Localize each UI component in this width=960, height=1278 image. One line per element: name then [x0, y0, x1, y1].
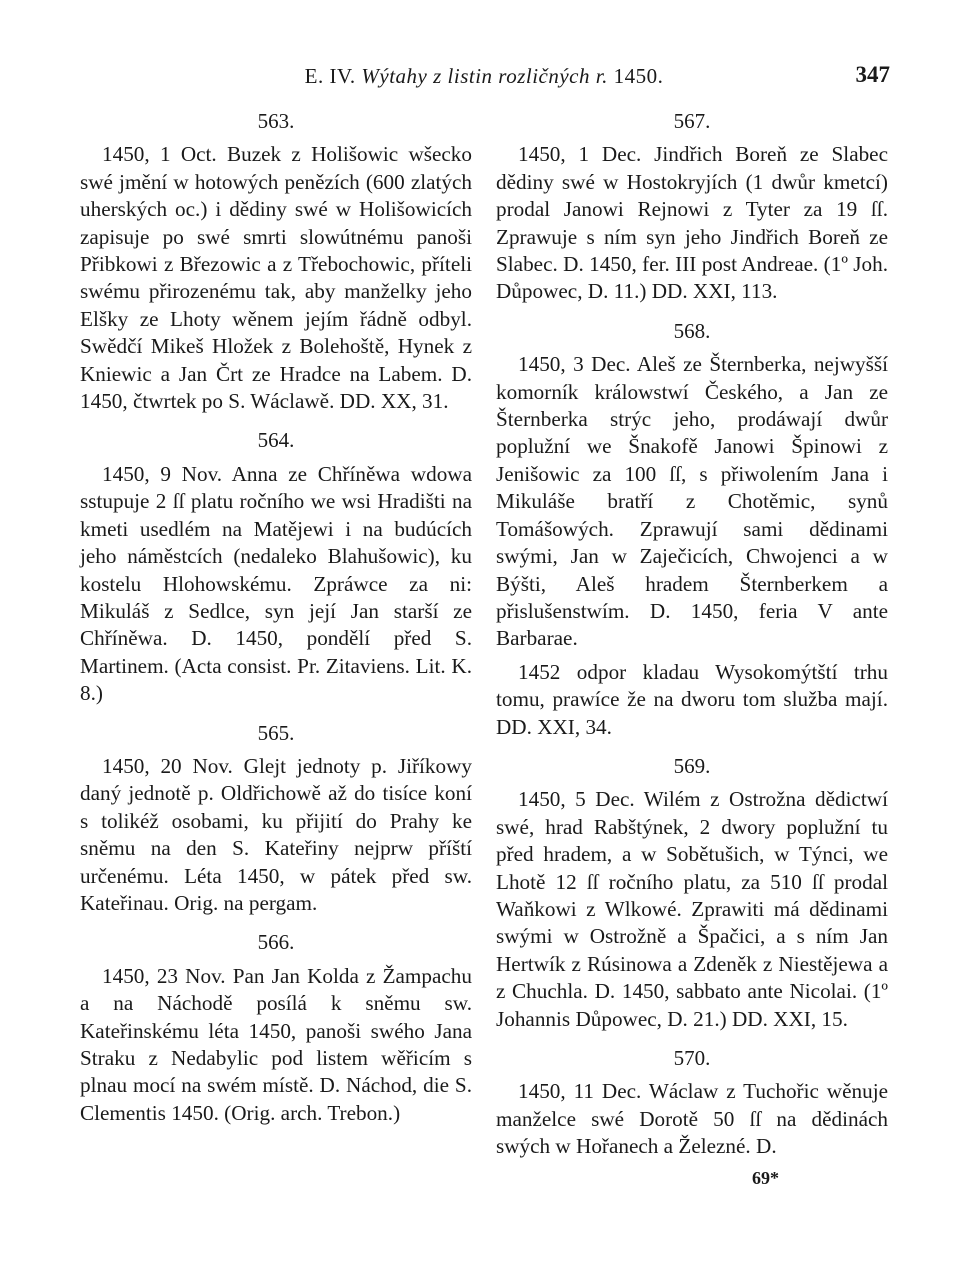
entry-number: 570. [673, 1046, 711, 1070]
entry-text: 1450, 11 Dec. Wáclaw z Tuchořic wěnuje manželce swé Dorotě 50 ſſ na dědinách swých w Hořanech a Železné. D. [496, 1079, 888, 1159]
page-number: 347 [855, 62, 890, 87]
entry-text: 1450, 20 Nov. Glejt jednoty p. Jiříkowy daný jednotě p. Oldřichowě až do tisíce koní s tolikéž osobami, ku přijití do Prahy ke sněmu na den S. Kateřiny nejprw příští určenému. Léta 1450, w pátek před sw. Kateřinau. Orig. na pergam. [80, 753, 472, 915]
entry-text: 1450, 23 Nov. Pan Jan Kolda z Žampachu a na Náchodě posílá k sněmu sw. Kateřinskému léta 1450, panoši swého Jana Straku z Nedabylic pod listem wěřicím s plnau mocí na swém místě. D. Náchod, die S. Clementis 1450. (Orig. arch. Trebon.) [80, 963, 472, 1125]
entry-563 [80, 100, 472, 415]
entry-text: 1450, 3 Dec. Aleš ze Šternberka, nejwyšší komorník králowstwí Českého, a Jan ze Šternberka strýc jeho, prodáwají dwůr poplužní we Šnakofě Janowi Špinowi z Jenišowic za 100 ſſ, s přiwolením Jana i Mikuláše bratří z Chotěmic, synů Tomášowých. Zprawují sami dědinami swými, Jan w Zaječicích, Chwojenci a w Býšti, Aleš hradem Šternberkem a přislušenstwím. D. 1450, feria V ante Barbarae. [496, 352, 888, 651]
entry-567 [496, 100, 888, 306]
entry-number: 566. [257, 930, 295, 955]
entry-text: 1450, 1 Dec. Jindřich Boreň ze Slabec dědiny swé w Hostokryjích (1 dwůr kmetcí) prodal Janowi Rejnowi z Tyter za 19 ſſ. Zprawuje s ním syn jeho Jindřich Boreň ze Slabec. D. 1450, fer. III post Andreae. (1º Joh. Důpowec, D. 11.) DD. XXI, 113. [496, 142, 888, 304]
entry-text: 1450, 5 Dec. Wilém z Ostrožna dědictwí swé, hrad Rabštýnek, 2 dwory poplužní tu před hradem, a w Sobětušich, w Týnci, we Lhotě 12 ſſ ročního platu, za 510 ſſ prodal Waňkowi z Wlkowé. Zprawiti má dědinami swými w Ostrožně a Špačici, a s ním Jan Hertwík z Rúsinowa a Zdeněk z Niestějewa a z Chuchla. D. 1450, sabbato ante Nicolai. (1º Johannis Důpowec, D. 21.) DD. XXI, 15. [496, 787, 888, 1031]
running-header [78, 56, 890, 96]
entry-565 [80, 712, 472, 918]
entry-continuation: 1452 odpor kladau Wysokomýtští trhu tomu, prawíce že na dworu tom služba mají. DD. XXI, 34. [496, 659, 888, 739]
entry-570 [496, 1037, 888, 1161]
signature-mark: 69* [752, 1168, 779, 1188]
header-title-year: 1450. [613, 64, 664, 88]
entry-568 [496, 310, 888, 741]
entry-text: 1450, 9 Nov. Anna ze Chříněwa wdowa sstupuje 2 ſſ platu ročního we wsi Hradišti na kmeti usedlém na Matějewi i na budúcích jeho náměstcích (nedaleko Blahušowic), ku kostelu Hlohowskému. Zpráwce za ni: Mikuláš z Sedlce, syn její Jan starší ze Chříněwa. D. 1450, pondělí před S. Martinem. (Acta consist. Pr. Zitaviens. Lit. K. 8.) [80, 461, 472, 706]
entry-number: 568. [673, 318, 711, 343]
entry-number: 563. [257, 109, 295, 133]
entry-564 [80, 419, 472, 707]
entry-number: 569. [673, 753, 711, 778]
entry-number: 565. [257, 720, 295, 745]
header-title-prefix: E. IV. [304, 64, 356, 88]
entry-number: 564. [257, 428, 295, 453]
header-title-italic: Wýtahy z listin rozličných r. [361, 64, 608, 88]
header-title [78, 64, 890, 89]
entry-566 [80, 921, 472, 1127]
right-column [496, 100, 888, 1165]
entry-number: 567. [673, 109, 711, 133]
entry-text: 1450, 1 Oct. Buzek z Holišowic wšecko swé jmění w hotowých penězích (600 zlatých uherských oc.) i dědiny swé w Holišowicích zapisuje po swé smrti slowútnému panoši Přibkowi z Březowic a z Třebochowic, příteli swému přirozenému tak, aby manželky jeho Elšky ze Lhoty wěnem jejím řádně odbyl. Swědčí Mikeš Hložek z Bolehoště, Hynek z Kniewic a Jan Črt ze Hradce na Labem. D. 1450, čtwrtek po S. Wáclawě. DD. XX, 31. [80, 142, 472, 414]
entry-569 [496, 745, 888, 1033]
left-column [80, 100, 472, 1131]
